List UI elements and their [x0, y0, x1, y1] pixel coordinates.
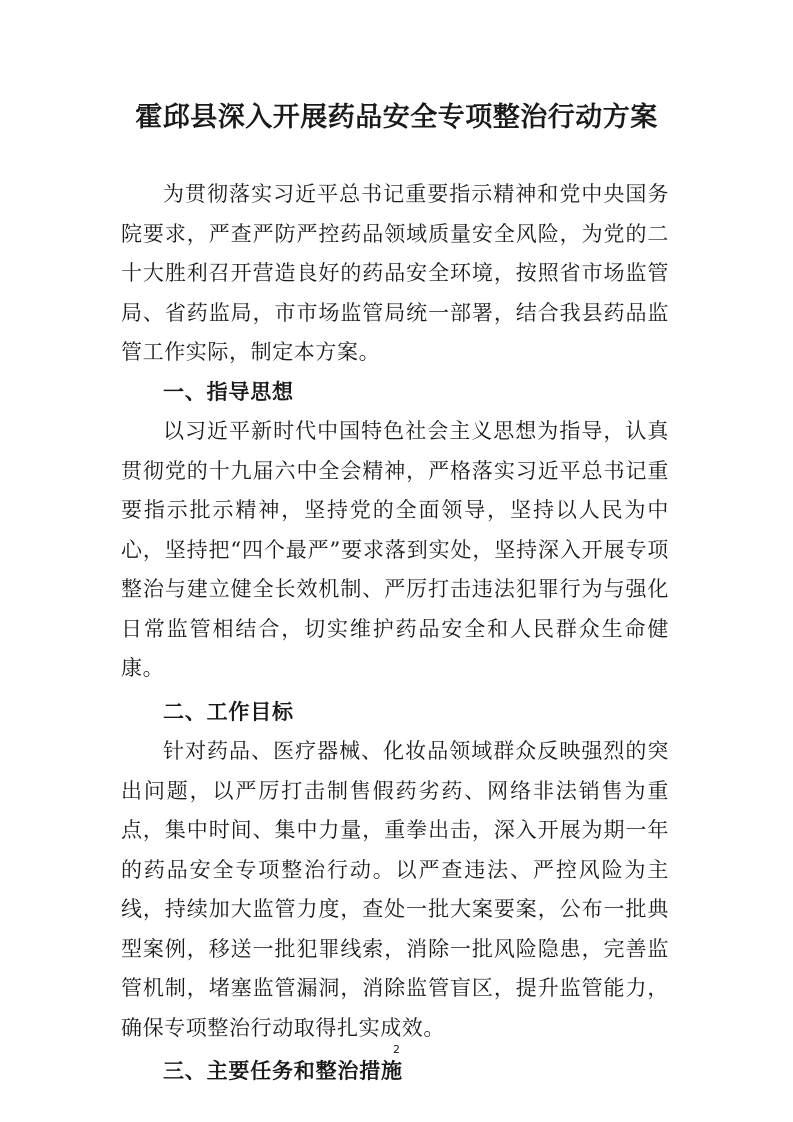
document-body	[121, 175, 669, 1092]
section-paragraph-guiding-ideology: 以习近平新时代中国特色社会主义思想为指导，认真贯彻党的十九届六中全会精神，严格落实习近平总书记重要指示批示精神，坚持党的全面领导，坚持以人民为中心，坚持把“四个最严”要求落到实处，坚持深入开展专项整治与建立健全长效机制、严厉打击违法犯罪行为与强化日常监管相结合，切实维护药品安全和人民群众生命健康。	[121, 419, 669, 680]
document-title: 霍邱县深入开展药品安全专项整治行动方案	[135, 102, 658, 133]
section-heading-work-goals: 二、工作目标	[163, 699, 294, 724]
section-heading-guiding-ideology: 一、指导思想	[163, 379, 294, 404]
page-number: 2	[393, 1043, 400, 1056]
section-paragraph-work-goals: 针对药品、医疗器械、化妆品领域群众反映强烈的突出问题，以严厉打击制售假药劣药、网络非法销售为重点，集中时间、集中力量，重拳出击，深入开展为期一年的药品安全专项整治行动。以严查违法、严控风险为主线，持续加大监管力度，查处一批大案要案，公布一批典型案例，移送一批犯罪线索，消除一批风险隐患，完善监管机制，堵塞监管漏洞，消除监管盲区，提升监管能力，确保专项整治行动取得扎实成效。	[121, 739, 669, 1040]
intro-paragraph: 为贯彻落实习近平总书记重要指示精神和党中央国务院要求，严查严防严控药品领域质量安全风险，为党的二十大胜利召开营造良好的药品安全环境，按照省市场监管局、省药监局，市市场监管局统一部署，结合我县药品监管工作实际，制定本方案。	[121, 182, 669, 364]
section-heading-main-tasks: 三、主要任务和整治措施	[163, 1059, 403, 1083]
